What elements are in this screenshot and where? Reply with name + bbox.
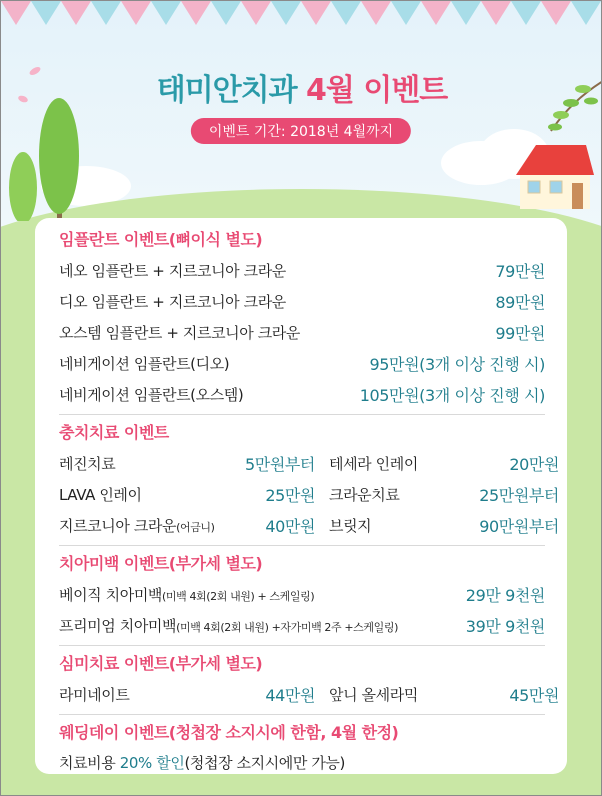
item-price: 99만원 <box>495 324 545 343</box>
list-item <box>59 610 545 641</box>
item-price: 90만원부터 <box>479 517 559 536</box>
page-title <box>1 65 602 109</box>
list-item <box>59 255 545 286</box>
item-name: 네오 임플란트 + 지르코니아 크라운 <box>59 262 286 280</box>
bunting-flag <box>271 1 301 25</box>
bunting-flag <box>91 1 121 25</box>
whitening-section <box>59 552 545 646</box>
offer-suffix: (청첩장 소지시에만 가능) <box>184 754 345 772</box>
item-name: 프리미엄 치아미백 <box>59 617 177 635</box>
section-title: 치아미백 이벤트(부가세 별도) <box>59 554 263 573</box>
bunting-flag <box>511 1 541 25</box>
item-name: 레진치료 <box>59 455 116 473</box>
item-price: 25만원부터 <box>479 486 559 505</box>
item-note: (미백 4회(2회 내원) + 스케일링) <box>162 590 315 603</box>
bunting-flag <box>541 1 571 25</box>
bunting-flag <box>241 1 271 25</box>
implant-section <box>59 228 545 415</box>
item-name: 오스템 임플란트 + 지르코니아 크라운 <box>59 324 300 342</box>
bunting-flag <box>451 1 481 25</box>
item-price: 44만원 <box>265 686 315 705</box>
section-title: 웨딩데이 이벤트(청첩장 소지시에 한함, 4월 한정) <box>59 723 399 742</box>
cosmetic-section <box>59 652 559 715</box>
bunting-flag <box>31 1 61 25</box>
house-illustration <box>506 139 596 211</box>
list-item <box>59 379 545 410</box>
item-price: 40만원 <box>265 517 315 536</box>
item-price: 95만원(3개 이상 진행 시) <box>369 355 545 374</box>
item-price: 29만 9천원 <box>465 586 545 605</box>
list-item <box>59 286 545 317</box>
cavity-section <box>59 421 559 546</box>
list-item <box>59 510 315 541</box>
list-item <box>329 679 559 710</box>
wedding-offer <box>59 748 545 778</box>
bunting-decoration <box>1 1 602 33</box>
list-item <box>329 479 559 510</box>
bunting-flag <box>61 1 91 25</box>
item-name: LAVA 인레이 <box>59 486 142 504</box>
bunting-flag <box>151 1 181 25</box>
bunting-flag <box>211 1 241 25</box>
item-price: 45만원 <box>509 686 559 705</box>
bunting-flag <box>1 1 31 25</box>
list-item <box>59 479 315 510</box>
item-price: 5만원부터 <box>244 455 315 474</box>
item-price: 25만원 <box>265 486 315 505</box>
item-note: (미백 4회(2회 내원) +자가미백 2주 +스케일링) <box>176 621 398 634</box>
price-card <box>35 218 567 774</box>
list-item <box>59 317 545 348</box>
item-price: 105만원(3개 이상 진행 시) <box>359 386 545 405</box>
bunting-flag <box>391 1 421 25</box>
bunting-flag <box>361 1 391 25</box>
bunting-flag <box>421 1 451 25</box>
item-name: 테세라 인레이 <box>329 455 418 473</box>
item-price: 20만원 <box>509 455 559 474</box>
list-item <box>329 510 559 541</box>
bunting-flag <box>571 1 601 25</box>
item-name: 브릿지 <box>329 517 372 535</box>
item-name: 앞니 올세라믹 <box>329 686 418 704</box>
title-main: 태미안치과 <box>156 73 297 108</box>
item-price: 39만 9천원 <box>465 617 545 636</box>
offer-prefix: 치료비용 <box>59 754 120 772</box>
event-period-badge: 이벤트 기간: 2018년 4월까지 <box>191 118 411 144</box>
section-title: 임플란트 이벤트(뼈이식 별도) <box>59 230 263 249</box>
item-name: 크라운치료 <box>329 486 400 504</box>
bunting-flag <box>331 1 361 25</box>
section-title: 충치치료 이벤트 <box>59 423 169 442</box>
item-name: 네비게이션 임플란트(오스템) <box>59 386 244 404</box>
list-item <box>329 448 559 479</box>
bunting-flag <box>121 1 151 25</box>
bunting-flag <box>181 1 211 25</box>
item-name: 라미네이트 <box>59 686 130 704</box>
section-title: 심미치료 이벤트(부가세 별도) <box>59 654 263 673</box>
item-note: (어금니) <box>176 521 215 534</box>
list-item <box>59 448 315 479</box>
item-name: 지르코니아 크라운 <box>59 517 177 535</box>
item-name: 베이직 치아미백 <box>59 586 162 604</box>
item-price: 89만원 <box>495 293 545 312</box>
item-name: 디오 임플란트 + 지르코니아 크라운 <box>59 293 286 311</box>
item-name: 네비게이션 임플란트(디오) <box>59 355 230 373</box>
bunting-flag <box>481 1 511 25</box>
bunting-flag <box>301 1 331 25</box>
wedding-section <box>59 721 545 782</box>
list-item <box>59 579 545 610</box>
offer-discount: 20% 할인 <box>119 754 185 772</box>
item-price: 79만원 <box>495 262 545 281</box>
list-item <box>59 679 315 710</box>
tree-illustration <box>1 96 101 221</box>
list-item <box>59 348 545 379</box>
title-accent: 4월 이벤트 <box>306 73 448 108</box>
